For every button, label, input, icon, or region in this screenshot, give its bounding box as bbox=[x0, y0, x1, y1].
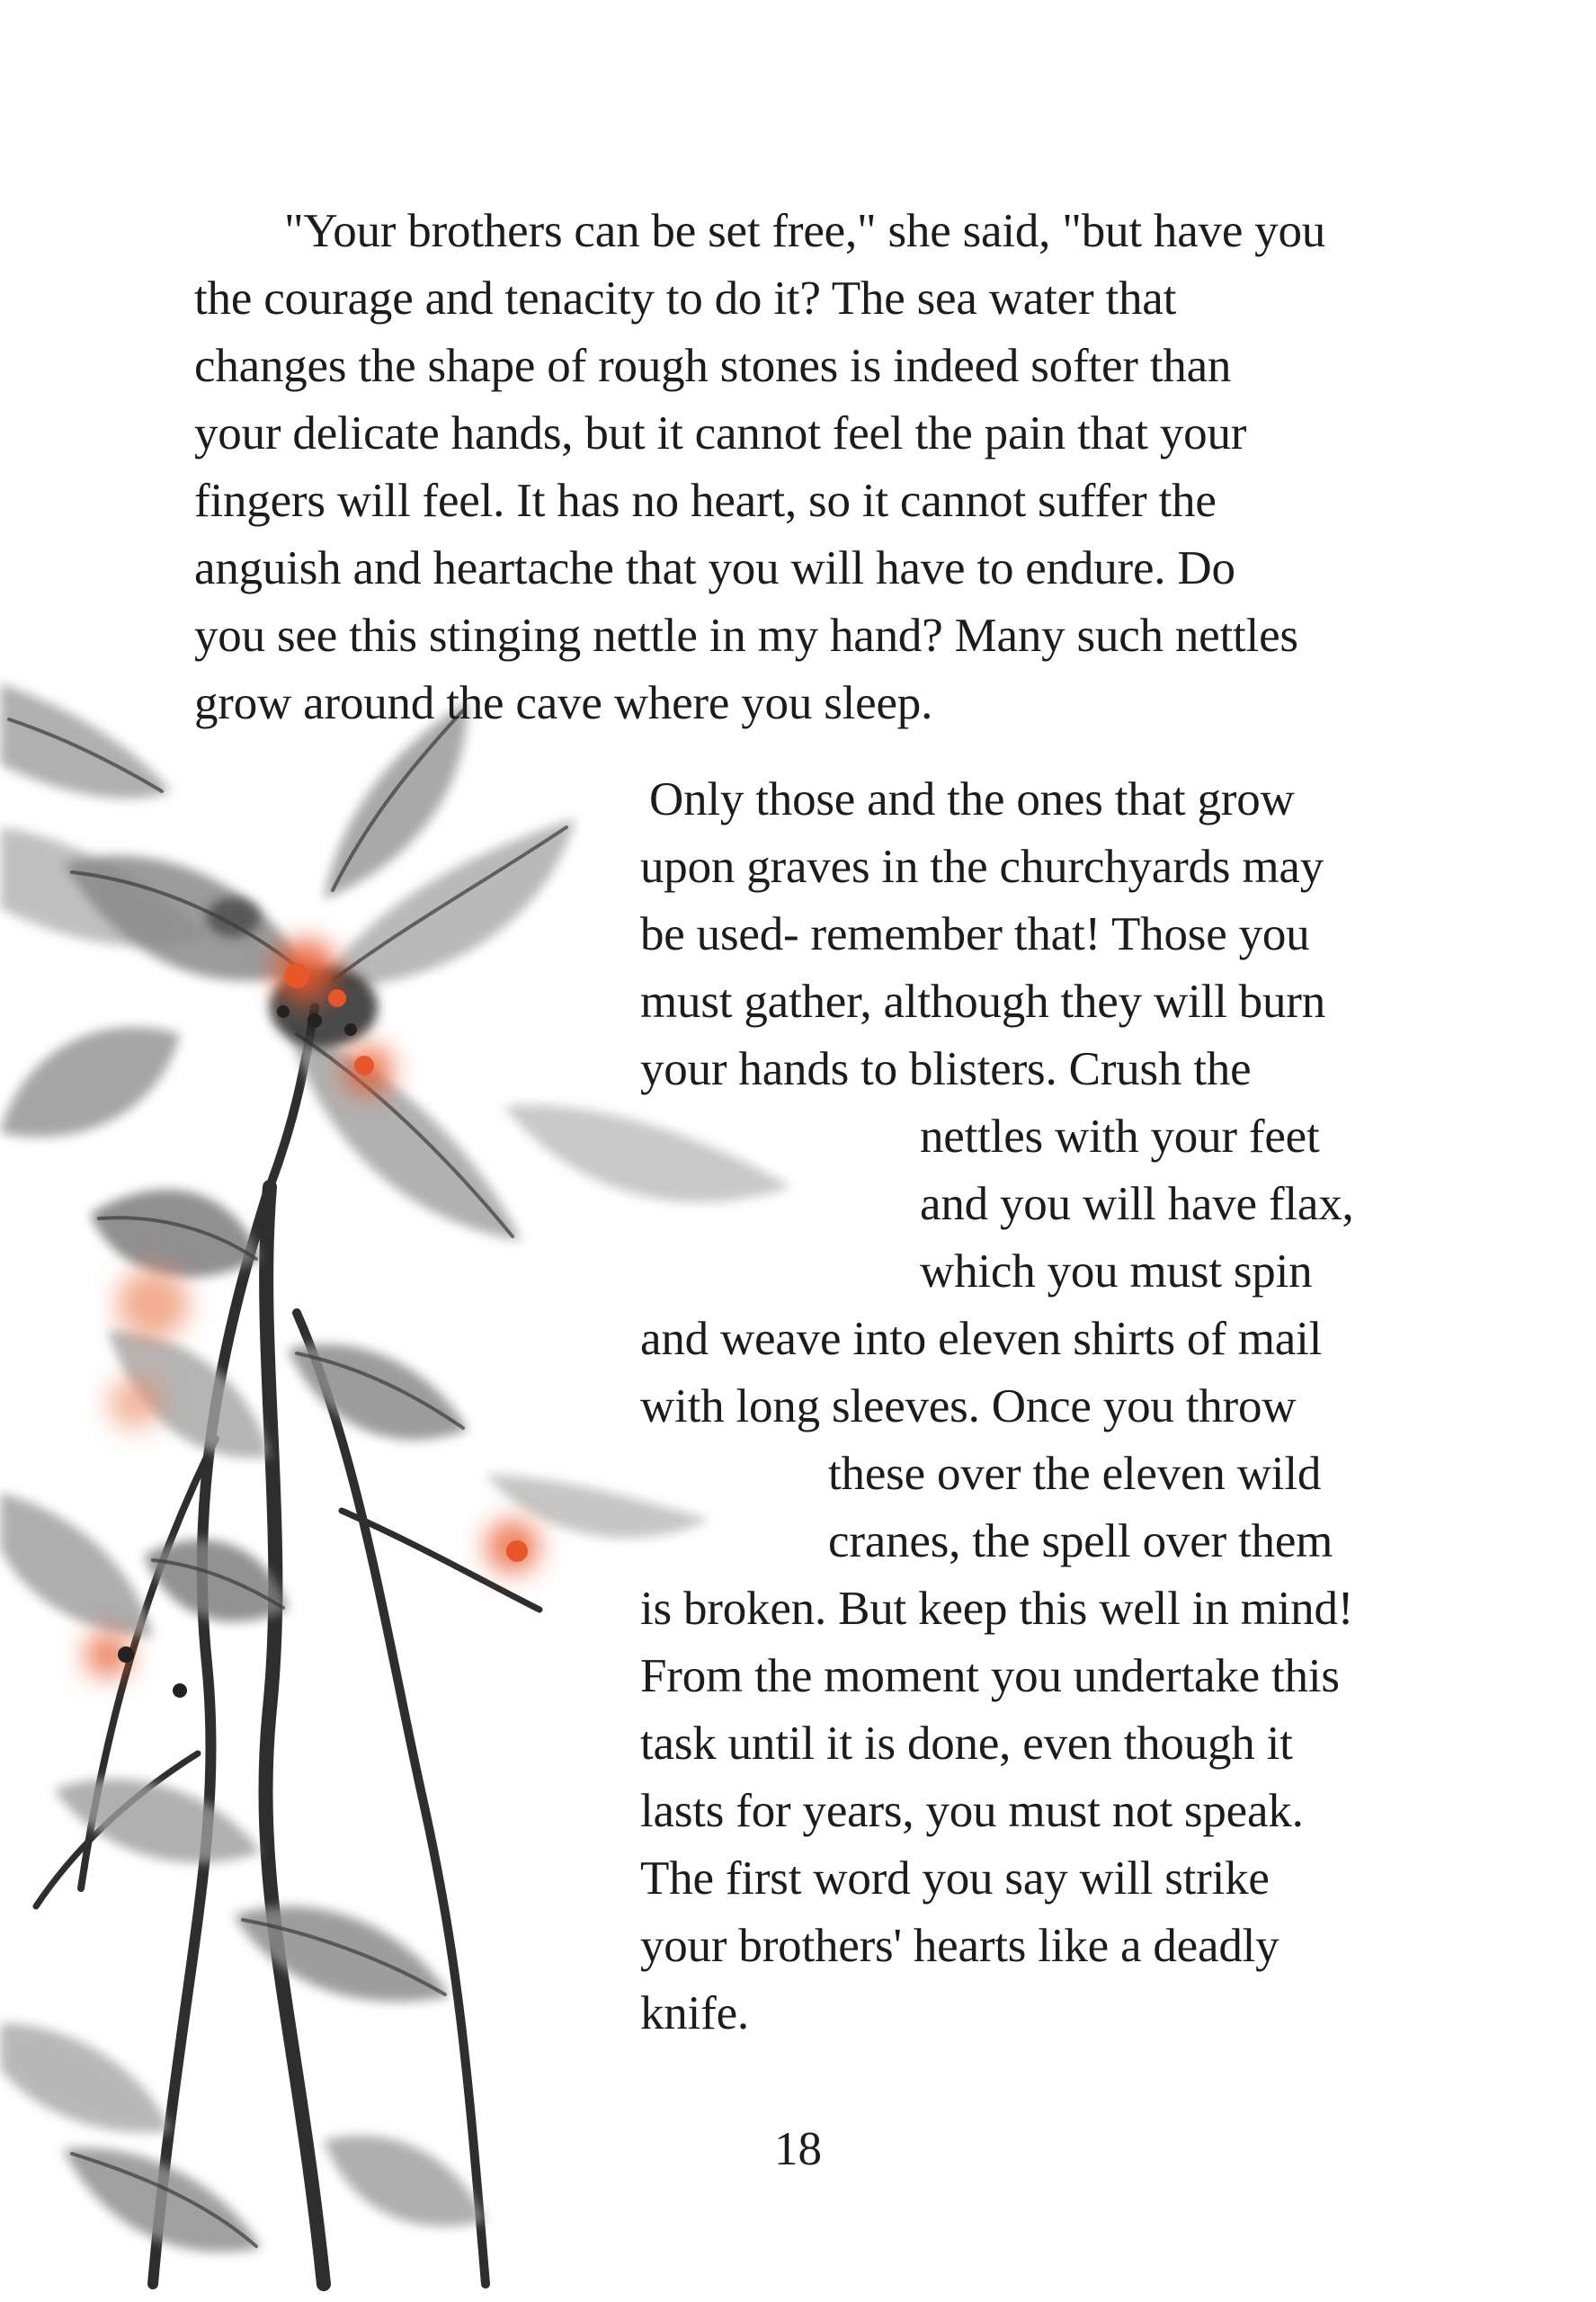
paragraph-2-line-17: The first word you say will strike bbox=[640, 1852, 1270, 1905]
paragraph-2-line-16: lasts for years, you must not speak. bbox=[640, 1785, 1304, 1837]
paragraph-2-line-3: be used- remember that! Those you bbox=[640, 908, 1310, 960]
paragraph-2-line-6: nettles with your feet bbox=[920, 1111, 1320, 1163]
paragraph-1-line-2: the courage and tenacity to do it? The sea water that bbox=[194, 272, 1177, 325]
paragraph-2-line-12: cranes, the spell over them bbox=[828, 1515, 1333, 1567]
paragraph-1-line-1: "Your brothers can be set free," she said, "but have you bbox=[284, 205, 1326, 257]
paragraph-2-line-15: task until it is done, even though it bbox=[640, 1718, 1293, 1770]
paragraph-1-line-8: grow around the cave where you sleep. bbox=[194, 677, 933, 729]
paragraph-2-line-9: and weave into eleven shirts of mail bbox=[640, 1313, 1323, 1365]
page-number: 18 bbox=[774, 2123, 822, 2175]
paragraph-2-line-2: upon graves in the churchyards may bbox=[640, 841, 1324, 893]
paragraph-1-line-4: your delicate hands, but it cannot feel the pain that your bbox=[194, 407, 1247, 460]
paragraph-2-line-13: is broken. But keep this well in mind! bbox=[640, 1583, 1354, 1635]
paragraph-2-line-11: these over the eleven wild bbox=[828, 1448, 1322, 1500]
paragraph-1-line-6: anguish and heartache that you will have to endure. Do bbox=[194, 542, 1235, 594]
paragraph-1-line-5: fingers will feel. It has no heart, so it cannot suffer the bbox=[194, 475, 1217, 527]
paragraph-1-line-7: you see this stinging nettle in my hand? Many such nettles bbox=[194, 610, 1298, 662]
paragraph-2-line-18: your brothers' hearts like a deadly bbox=[640, 1920, 1279, 1972]
paragraph-2-line-5: your hands to blisters. Crush the bbox=[640, 1043, 1252, 1095]
paragraph-1-line-3: changes the shape of rough stones is indeed softer than bbox=[194, 340, 1232, 392]
paragraph-2-line-14: From the moment you undertake this bbox=[640, 1650, 1340, 1702]
paragraph-2-line-4: must gather, although they will burn bbox=[640, 976, 1325, 1028]
paragraph-2-line-1: Only those and the ones that grow bbox=[649, 773, 1295, 825]
paragraph-2-line-19: knife. bbox=[640, 1987, 749, 2039]
paragraph-2-line-10: with long sleeves. Once you throw bbox=[640, 1380, 1297, 1432]
paragraph-2-line-8: which you must spin bbox=[920, 1245, 1313, 1298]
paragraph-2-line-7: and you will have flax, bbox=[920, 1178, 1354, 1230]
